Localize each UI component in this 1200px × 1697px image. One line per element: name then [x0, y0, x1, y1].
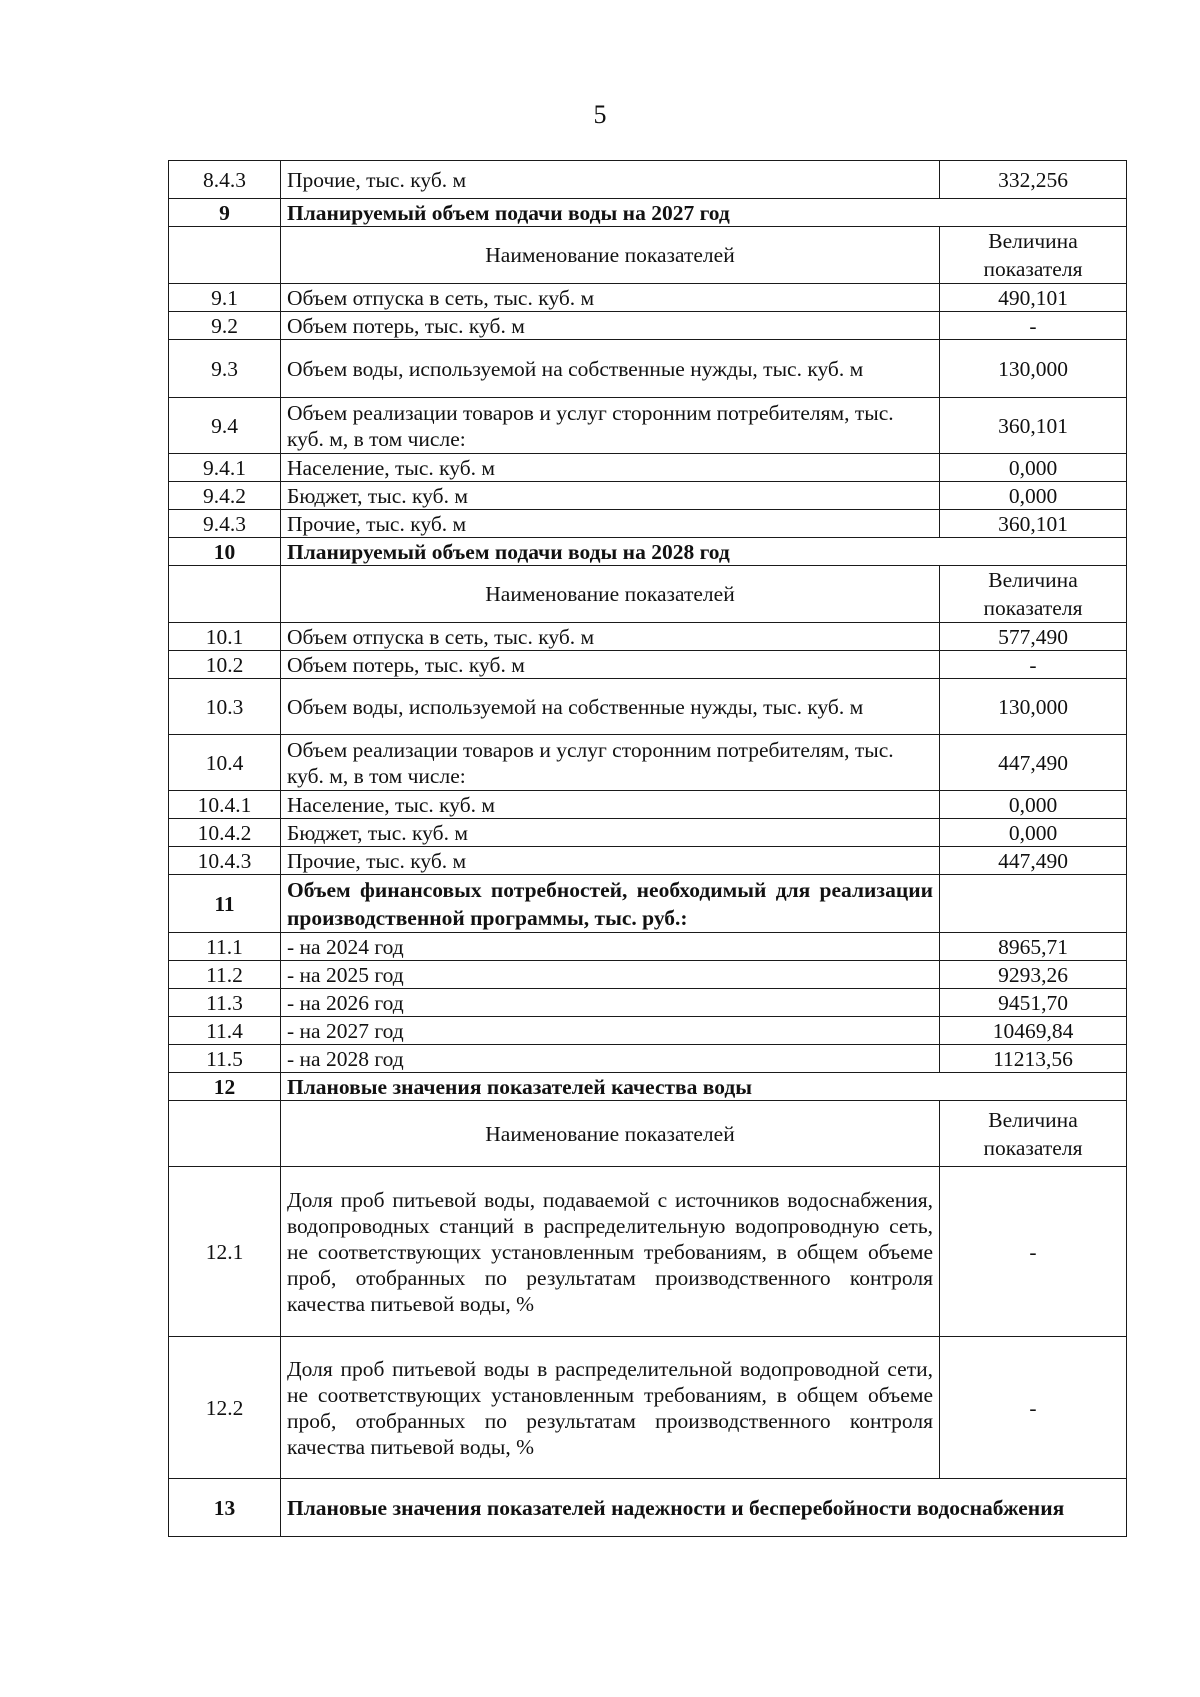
- row-number: 9.4.1: [169, 454, 281, 482]
- row-name: Объем воды, используемой на собственные нужды, тыс. куб. м: [281, 679, 940, 735]
- row-value: 360,101: [940, 510, 1127, 538]
- row-name: - на 2025 год: [281, 961, 940, 989]
- row-name: Прочие, тыс. куб. м: [281, 510, 940, 538]
- table-row: [169, 398, 1127, 454]
- row-number: 10.4: [169, 735, 281, 791]
- section-title: Планируемый объем подачи воды на 2028 год: [281, 538, 1127, 566]
- row-value: 0,000: [940, 482, 1127, 510]
- row-name: Объем реализации товаров и услуг сторонним потребителям, тыс. куб. м, в том числе:: [281, 735, 940, 791]
- row-value: 447,490: [940, 847, 1127, 875]
- row-number: 10.4.3: [169, 847, 281, 875]
- section-row-11: [169, 875, 1127, 933]
- table-row: [169, 482, 1127, 510]
- row-value: 332,256: [940, 161, 1127, 199]
- table-row: [169, 933, 1127, 961]
- row-number: 9.3: [169, 340, 281, 398]
- row-number: 12.2: [169, 1337, 281, 1479]
- header-empty-cell: [169, 566, 281, 623]
- row-number: 9.1: [169, 284, 281, 312]
- table-row: [169, 340, 1127, 398]
- section-number: 9: [169, 199, 281, 227]
- table-row: [169, 623, 1127, 651]
- row-value: -: [940, 312, 1127, 340]
- section-number: 13: [169, 1479, 281, 1537]
- section-row-12: [169, 1073, 1127, 1101]
- row-number: 11.5: [169, 1045, 281, 1073]
- row-name: Население, тыс. куб. м: [281, 454, 940, 482]
- row-number: 10.4.1: [169, 791, 281, 819]
- row-value: 0,000: [940, 819, 1127, 847]
- row-name: Доля проб питьевой воды, подаваемой с источников водоснабжения, водопроводных станций в распределительную водопроводную сеть, не соответствующих установленным требованиям, в общем объеме проб, отобранных по результатам производственного контроля качества питьевой воды, %: [281, 1167, 940, 1337]
- row-name: Объем потерь, тыс. куб. м: [281, 312, 940, 340]
- row-value: 11213,56: [940, 1045, 1127, 1073]
- table-row: [169, 847, 1127, 875]
- table-row: [169, 1337, 1127, 1479]
- section-number: 12: [169, 1073, 281, 1101]
- table-row: [169, 961, 1127, 989]
- row-value: -: [940, 651, 1127, 679]
- row-value: 490,101: [940, 284, 1127, 312]
- row-name: - на 2024 год: [281, 933, 940, 961]
- row-number: 11.3: [169, 989, 281, 1017]
- row-number: 10.2: [169, 651, 281, 679]
- section-row-13: [169, 1479, 1127, 1537]
- header-row: [169, 566, 1127, 623]
- row-name: Объем потерь, тыс. куб. м: [281, 651, 940, 679]
- header-name: Наименование показателей: [281, 227, 940, 284]
- row-number: 8.4.3: [169, 161, 281, 199]
- row-name: Объем воды, используемой на собственные нужды, тыс. куб. м: [281, 340, 940, 398]
- row-name: Прочие, тыс. куб. м: [281, 161, 940, 199]
- header-value: Величина показателя: [940, 1101, 1127, 1167]
- table-row: [169, 735, 1127, 791]
- page-number: 5: [593, 100, 607, 129]
- header-empty-cell: [169, 1101, 281, 1167]
- row-value: 0,000: [940, 791, 1127, 819]
- table-row: [169, 791, 1127, 819]
- table-row: [169, 284, 1127, 312]
- row-name: Население, тыс. куб. м: [281, 791, 940, 819]
- section-empty-cell: [940, 875, 1127, 933]
- table-row: [169, 1167, 1127, 1337]
- row-value: 8965,71: [940, 933, 1127, 961]
- section-number: 11: [169, 875, 281, 933]
- table-row: [169, 989, 1127, 1017]
- row-number: 9.4: [169, 398, 281, 454]
- header-name: Наименование показателей: [281, 1101, 940, 1167]
- row-value: 360,101: [940, 398, 1127, 454]
- row-name: Доля проб питьевой воды в распределительной водопроводной сети, не соответствующих установленным требованиям, в общем объеме проб, отобранных по результатам производственного контроля качества питьевой воды, %: [281, 1337, 940, 1479]
- header-value: Величина показателя: [940, 227, 1127, 284]
- header-row: [169, 227, 1127, 284]
- table-row: [169, 161, 1127, 199]
- table-row: [169, 454, 1127, 482]
- section-row-10: [169, 538, 1127, 566]
- header-name: Наименование показателей: [281, 566, 940, 623]
- row-name: Объем отпуска в сеть, тыс. куб. м: [281, 284, 940, 312]
- row-number: 10.4.2: [169, 819, 281, 847]
- header-row: [169, 1101, 1127, 1167]
- header-value: Величина показателя: [940, 566, 1127, 623]
- row-name: Прочие, тыс. куб. м: [281, 847, 940, 875]
- indicators-table: [168, 160, 1127, 1537]
- section-title: Плановые значения показателей качества воды: [281, 1073, 1127, 1101]
- table-row: [169, 510, 1127, 538]
- row-name: Бюджет, тыс. куб. м: [281, 482, 940, 510]
- row-number: 9.4.3: [169, 510, 281, 538]
- row-value: 10469,84: [940, 1017, 1127, 1045]
- table-row: [169, 1045, 1127, 1073]
- row-number: 10.3: [169, 679, 281, 735]
- row-value: 0,000: [940, 454, 1127, 482]
- table-row: [169, 679, 1127, 735]
- header-empty-cell: [169, 227, 281, 284]
- section-number: 10: [169, 538, 281, 566]
- row-number: 11.1: [169, 933, 281, 961]
- row-value: 9451,70: [940, 989, 1127, 1017]
- row-number: 11.2: [169, 961, 281, 989]
- row-number: 9.4.2: [169, 482, 281, 510]
- section-title: Планируемый объем подачи воды на 2027 год: [281, 199, 1127, 227]
- table-row: [169, 312, 1127, 340]
- table-row: [169, 1017, 1127, 1045]
- table-row: [169, 651, 1127, 679]
- section-row-9: [169, 199, 1127, 227]
- row-name: - на 2028 год: [281, 1045, 940, 1073]
- row-value: 9293,26: [940, 961, 1127, 989]
- row-number: 10.1: [169, 623, 281, 651]
- row-value: 130,000: [940, 679, 1127, 735]
- row-value: 577,490: [940, 623, 1127, 651]
- row-name: Объем отпуска в сеть, тыс. куб. м: [281, 623, 940, 651]
- row-value: 130,000: [940, 340, 1127, 398]
- row-name: Объем реализации товаров и услуг сторонним потребителям, тыс. куб. м, в том числе:: [281, 398, 940, 454]
- row-number: 9.2: [169, 312, 281, 340]
- row-value: 447,490: [940, 735, 1127, 791]
- row-name: - на 2027 год: [281, 1017, 940, 1045]
- row-name: - на 2026 год: [281, 989, 940, 1017]
- row-number: 12.1: [169, 1167, 281, 1337]
- row-value: -: [940, 1167, 1127, 1337]
- table-row: [169, 819, 1127, 847]
- row-name: Бюджет, тыс. куб. м: [281, 819, 940, 847]
- section-title: Плановые значения показателей надежности и бесперебойности водоснабжения: [281, 1479, 1127, 1537]
- row-value: -: [940, 1337, 1127, 1479]
- row-number: 11.4: [169, 1017, 281, 1045]
- section-title: Объем финансовых потребностей, необходимый для реализации производственной программы, тыс. руб.:: [281, 875, 940, 933]
